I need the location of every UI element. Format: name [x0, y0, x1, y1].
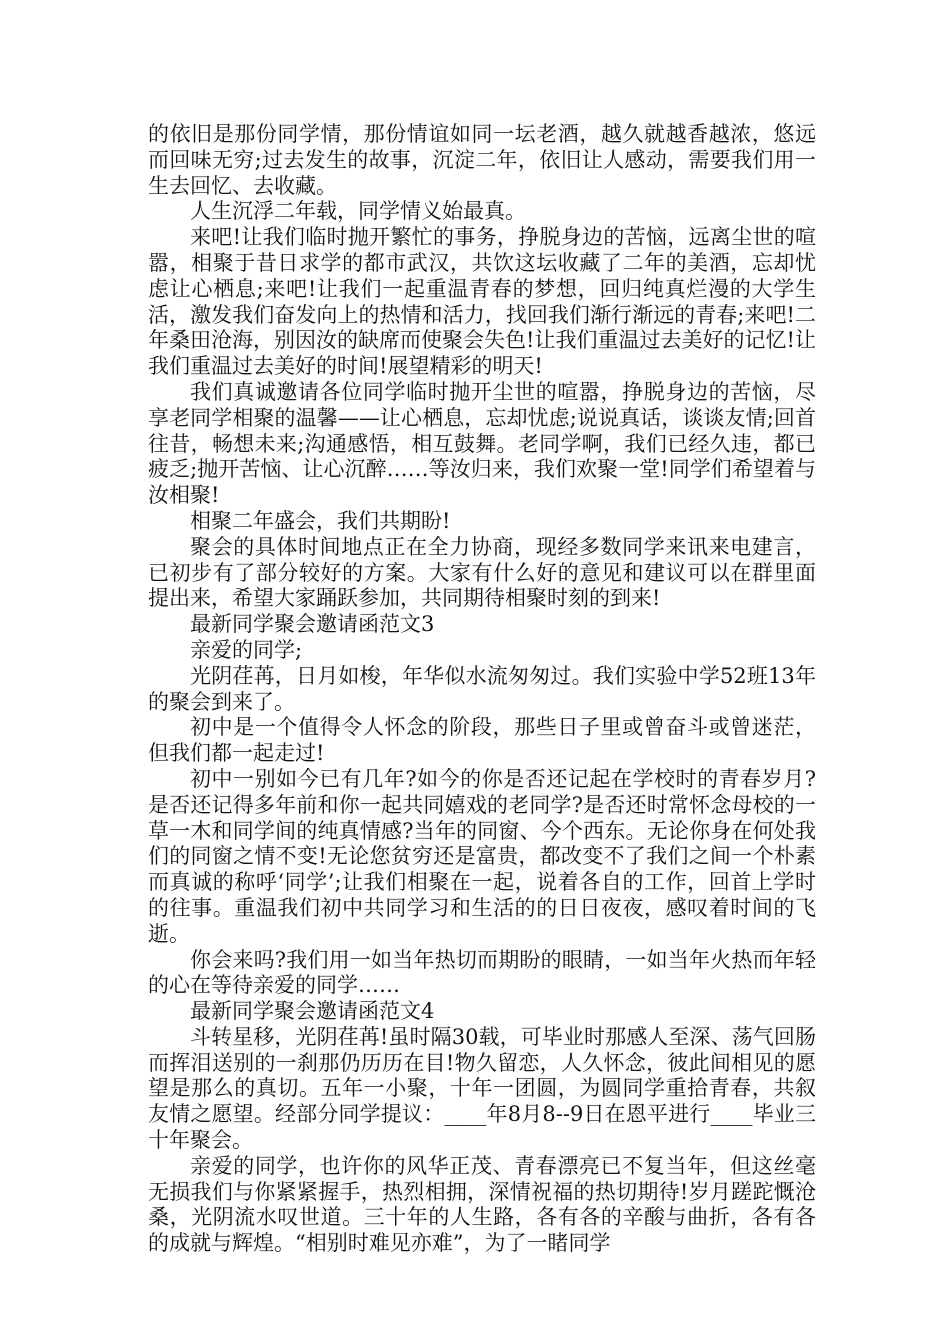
salutation: 亲爱的同学;	[190, 637, 303, 662]
section-heading: 最新同学聚会邀请函范文3	[190, 612, 435, 637]
paragraph: 的依旧是那份同学情，那份情谊如同一坛老酒，越久就越香越浓，悠远而回味无穷;过去发生的故事，沉淀二年，依旧让人感动，需要我们用一生去回忆、去收藏。	[148, 122, 816, 198]
section-heading: 最新同学聚会邀请函范文4	[190, 999, 435, 1024]
paragraph: 人生沉浮二年载，同学情义始最真。	[190, 199, 526, 224]
paragraph: 光阴荏苒，日月如梭，年华似水流匆匆过。我们实验中学52班13年的聚会到来了。	[148, 663, 816, 714]
paragraph: 聚会的具体时间地点正在全力协商，现经多数同学来讯来电建言，已初步有了部分较好的方案。大家有什么好的意见和建议可以在群里面提出来，希望大家踊跃参加，共同期待相聚时刻的到来!	[148, 534, 816, 611]
document-body	[148, 122, 816, 1257]
paragraph: 来吧!让我们临时抛开繁忙的事务，挣脱身边的苦恼，远离尘世的喧嚣，相聚于昔日求学的都市武汉，共饮这坛收藏了二年的美酒，忘却忧虑让心栖息;来吧!让我们一起重温青春的梦想，回归纯真烂漫的大学生活，激发我们奋发向上的热情和活力，找回我们渐行渐远的青春;来吧!二年桑田沧海，别因汝的缺席而使聚会失色!让我们重温过去美好的记忆!让我们重温过去美好的时间!展望精彩的明天!	[148, 225, 816, 379]
paragraph: 相聚二年盛会，我们共期盼!	[190, 508, 451, 533]
paragraph: 我们真诚邀请各位同学临时抛开尘世的喧嚣，挣脱身边的苦恼，尽享老同学相聚的温馨——让心栖息，忘却忧虑;说说真话，谈谈友情;回首往昔，畅想未来;沟通感悟，相互鼓舞。老同学啊，我们已经久违，都已疲乏;抛开苦恼、让心沉醉……等汝归来，我们欢聚一堂!同学们希望着与汝相聚!	[148, 379, 816, 508]
paragraph: 初中一别如今已有几年?如今的你是否还记起在学校时的青春岁月?是否还记得多年前和你一起共同嬉戏的老同学?是否还时常怀念母校的一草一木和同学间的纯真情感?当年的同窗、今个西东。无论你身在何处我们的同窗之情不变!无论您贫穷还是富贵，都改变不了我们之间一个朴素而真诚的称呼‘同学’;让我们相聚在一起，说着各自的工作，回首上学时的往事。重温我们初中共同学习和生活的的日日夜夜，感叹着时间的飞逝。	[148, 766, 816, 946]
paragraph: 你会来吗?我们用一如当年热切而期盼的眼睛，一如当年火热而年轻的心在等待亲爱的同学……	[148, 947, 816, 998]
paragraph: 初中是一个值得令人怀念的阶段，那些日子里或曾奋斗或曾迷茫，但我们都一起走过!	[148, 715, 816, 766]
paragraph: 斗转星移，光阴荏苒!虽时隔30载，可毕业时那感人至深、荡气回肠而挥泪送别的一刹那仍历历在目!物久留恋，人久怀念，彼此间相见的愿望是那么的真切。五年一小聚，十年一团圆，为圆同学重拾青春，共叙友情之愿望。经部分同学提议：____年8月8--9日在恩平进行____毕业三十年聚会。	[148, 1024, 816, 1153]
paragraph: 亲爱的同学，也许你的风华正茂、青春漂亮已不复当年，但这丝毫无损我们与你紧紧握手，热烈相拥，深情祝福的热切期待!岁月蹉跎慨沧桑，光阴流水叹世道。三十年的人生路，各有各的辛酸与曲折，各有各的成就与辉煌。“相别时难见亦难”，为了一睹同学	[148, 1153, 816, 1256]
